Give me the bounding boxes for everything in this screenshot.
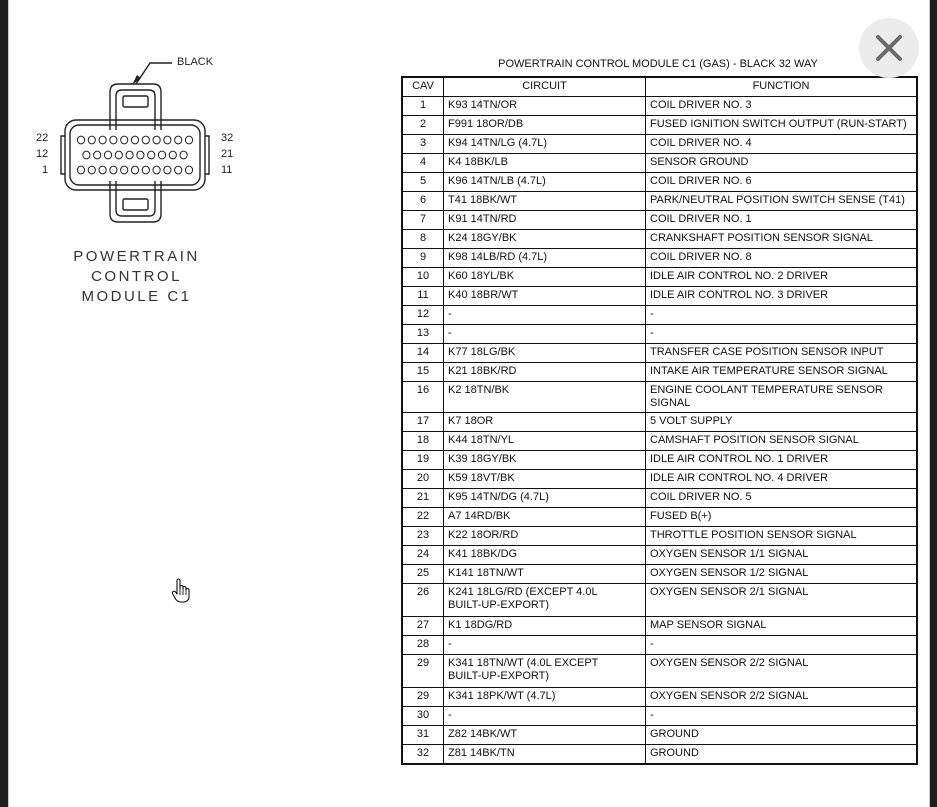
pin-cavity [110,136,117,144]
header-function: FUNCTION [646,77,918,97]
cav-cell: 24 [402,546,444,565]
cav-cell: 1 [402,97,444,116]
function-cell: THROTTLE POSITION SENSOR SIGNAL [646,527,918,546]
function-cell: 5 VOLT SUPPLY [646,413,918,432]
circuit-cell: K96 14TN/LB (4.7L) [444,173,646,192]
table-row [402,745,917,765]
connector-title-line: CONTROL [91,268,182,285]
circuit-cell: K91 14TN/RD [444,211,646,230]
function-cell: COIL DRIVER NO. 6 [646,173,918,192]
table-row [402,470,917,489]
cav-cell: 2 [402,116,444,135]
table-row [402,363,917,382]
table-row [402,135,917,154]
circuit-cell: K77 18LG/BK [444,344,646,363]
circuit-cell: K341 18PK/WT (4.7L) [444,688,646,707]
circuit-cell: - [444,325,646,344]
circuit-cell: K93 14TN/OR [444,97,646,116]
cav-cell: 13 [402,325,444,344]
table-row [402,97,917,116]
cav-cell: 31 [402,726,444,745]
function-cell: ENGINE COOLANT TEMPERATURE SENSOR SIGNAL [646,382,918,413]
pin-cavity [180,151,187,159]
circuit-cell: K7 18OR [444,413,646,432]
pin-cavity [164,166,171,174]
circuit-cell: K39 18GY/BK [444,451,646,470]
table-row [402,230,917,249]
close-button[interactable] [859,18,919,78]
table-row [402,287,917,306]
pin-cavity [169,151,176,159]
cav-cell: 3 [402,135,444,154]
circuit-cell: K40 18BR/WT [444,287,646,306]
circuit-cell: F991 18OR/DB [444,116,646,135]
table-row [402,688,917,707]
cav-cell: 30 [402,707,444,726]
circuit-cell: A7 14RD/BK [444,508,646,527]
pinout-table [401,76,918,765]
function-cell: IDLE AIR CONTROL NO. 2 DRIVER [646,268,918,287]
pin-cavity [121,166,128,174]
cav-cell: 29 [402,688,444,707]
function-cell: - [646,636,918,655]
pin-cavity [77,166,84,174]
circuit-cell: K98 14LB/RD (4.7L) [444,249,646,268]
hand-cursor-icon [171,578,191,604]
function-cell: COIL DRIVER NO. 8 [646,249,918,268]
table-row [402,508,917,527]
table-header-row [402,77,917,97]
close-icon [874,33,904,63]
function-cell: - [646,325,918,344]
function-cell: - [646,707,918,726]
header-cav: CAV [402,77,444,97]
table-row [402,527,917,546]
table-row [402,451,917,470]
circuit-cell: Z81 14BK/TN [444,745,646,765]
pin-cavity [88,166,95,174]
pin-cavity [99,136,106,144]
function-cell: OXYGEN SENSOR 2/2 SIGNAL [646,655,918,688]
table-row [402,707,917,726]
pin-cavity [158,151,165,159]
cav-cell: 7 [402,211,444,230]
pin-cavity [137,151,144,159]
function-cell: IDLE AIR CONTROL NO. 1 DRIVER [646,451,918,470]
function-cell: FUSED IGNITION SWITCH OUTPUT (RUN-START) [646,116,918,135]
pin-label-right-middle: 21 [221,148,234,160]
circuit-cell: K341 18TN/WT (4.0L EXCEPT BUILT-UP-EXPORT) [444,655,646,688]
circuit-cell: - [444,306,646,325]
cav-cell: 21 [402,489,444,508]
cav-cell: 9 [402,249,444,268]
circuit-cell: K141 18TN/WT [444,565,646,584]
pin-cavity [131,136,138,144]
table-row [402,636,917,655]
table-row [402,116,917,135]
circuit-cell: Z82 14BK/WT [444,726,646,745]
cav-cell: 6 [402,192,444,211]
table-row [402,565,917,584]
pin-cavity [175,136,182,144]
function-cell: IDLE AIR CONTROL NO. 3 DRIVER [646,287,918,306]
table-row [402,211,917,230]
pin-label-left-top: 22 [36,132,49,144]
pin-cavity [104,151,111,159]
function-cell: GROUND [646,726,918,745]
pin-cavity [94,151,101,159]
pin-cavity [115,151,122,159]
circuit-cell: - [444,707,646,726]
pin-label-left-bottom: 1 [42,164,49,176]
table-row [402,726,917,745]
circuit-cell: K4 18BK/LB [444,154,646,173]
function-cell: - [646,306,918,325]
cav-cell: 23 [402,527,444,546]
function-cell: MAP SENSOR SIGNAL [646,617,918,636]
pin-cavity [77,136,84,144]
pin-cavity [175,166,182,174]
table-row [402,154,917,173]
cav-cell: 32 [402,745,444,765]
cav-cell: 27 [402,617,444,636]
circuit-cell: T41 18BK/WT [444,192,646,211]
connector-color-label: BLACK [177,56,214,68]
function-cell: COIL DRIVER NO. 5 [646,489,918,508]
pin-cavity [153,136,160,144]
table-row [402,584,917,617]
circuit-cell: K44 18TN/YL [444,432,646,451]
cav-cell: 17 [402,413,444,432]
circuit-cell: K95 14TN/DG (4.7L) [444,489,646,508]
circuit-cell: K60 18YL/BK [444,268,646,287]
circuit-cell: - [444,636,646,655]
cav-cell: 18 [402,432,444,451]
circuit-cell: K94 14TN/LG (4.7L) [444,135,646,154]
table-caption: POWERTRAIN CONTROL MODULE C1 (GAS) - BLACK 32 WAY [498,58,818,70]
cav-cell: 25 [402,565,444,584]
function-cell: SENSOR GROUND [646,154,918,173]
cav-cell: 8 [402,230,444,249]
function-cell: INTAKE AIR TEMPERATURE SENSOR SIGNAL [646,363,918,382]
circuit-cell: K24 18GY/BK [444,230,646,249]
connector-title [49,247,224,307]
function-cell: COIL DRIVER NO. 4 [646,135,918,154]
pin-label-right-bottom: 11 [221,164,233,176]
cav-cell: 11 [402,287,444,306]
table-row [402,617,917,636]
connector-diagram [27,48,247,233]
pin-cavity [153,166,160,174]
pin-cavity [148,151,155,159]
function-cell: FUSED B(+) [646,508,918,527]
function-cell: OXYGEN SENSOR 1/2 SIGNAL [646,565,918,584]
connector-title-line: MODULE C1 [81,288,192,305]
table-row [402,325,917,344]
table-row [402,192,917,211]
cav-cell: 14 [402,344,444,363]
pin-cavity [121,136,128,144]
circuit-cell: K21 18BK/RD [444,363,646,382]
pin-cavity [83,151,90,159]
pin-cavity [142,136,149,144]
table-row [402,382,917,413]
pin-cavity [99,166,106,174]
table-row [402,432,917,451]
function-cell: OXYGEN SENSOR 2/2 SIGNAL [646,688,918,707]
cav-cell: 10 [402,268,444,287]
connector-title-line: POWERTRAIN [73,248,200,265]
table-row [402,344,917,363]
pin-cavity [131,166,138,174]
circuit-cell: K2 18TN/BK [444,382,646,413]
table-row [402,306,917,325]
cav-cell: 19 [402,451,444,470]
table-row [402,489,917,508]
function-cell: PARK/NEUTRAL POSITION SWITCH SENSE (T41) [646,192,918,211]
circuit-cell: K241 18LG/RD (EXCEPT 4.0L BUILT-UP-EXPORT) [444,584,646,617]
table-row [402,546,917,565]
cav-cell: 4 [402,154,444,173]
image-viewer [8,0,930,807]
function-cell: GROUND [646,745,918,765]
circuit-cell: K59 18VT/BK [444,470,646,489]
circuit-cell: K22 18OR/RD [444,527,646,546]
function-cell: IDLE AIR CONTROL NO. 4 DRIVER [646,470,918,489]
table-row [402,173,917,192]
cav-cell: 15 [402,363,444,382]
cav-cell: 16 [402,382,444,413]
cav-cell: 12 [402,306,444,325]
pin-cavity [88,136,95,144]
pin-cavity [185,166,192,174]
circuit-cell: K41 18BK/DG [444,546,646,565]
connector-outline [27,48,247,233]
function-cell: CAMSHAFT POSITION SENSOR SIGNAL [646,432,918,451]
pin-cavity [142,166,149,174]
cav-cell: 29 [402,655,444,688]
pin-cavity [185,136,192,144]
cav-cell: 28 [402,636,444,655]
function-cell: OXYGEN SENSOR 2/1 SIGNAL [646,584,918,617]
header-circuit: CIRCUIT [444,77,646,97]
table-row [402,268,917,287]
table-row [402,413,917,432]
function-cell: COIL DRIVER NO. 3 [646,97,918,116]
circuit-cell: K1 18DG/RD [444,617,646,636]
cav-cell: 26 [402,584,444,617]
pin-cavity [126,151,133,159]
function-cell: CRANKSHAFT POSITION SENSOR SIGNAL [646,230,918,249]
cav-cell: 22 [402,508,444,527]
pin-label-right-top: 32 [221,132,234,144]
function-cell: COIL DRIVER NO. 1 [646,211,918,230]
table-row [402,249,917,268]
function-cell: TRANSFER CASE POSITION SENSOR INPUT [646,344,918,363]
pin-cavity [164,136,171,144]
pin-cavity [110,166,117,174]
function-cell: OXYGEN SENSOR 1/1 SIGNAL [646,546,918,565]
cav-cell: 20 [402,470,444,489]
table-row [402,655,917,688]
cav-cell: 5 [402,173,444,192]
pin-label-left-middle: 12 [36,148,49,160]
